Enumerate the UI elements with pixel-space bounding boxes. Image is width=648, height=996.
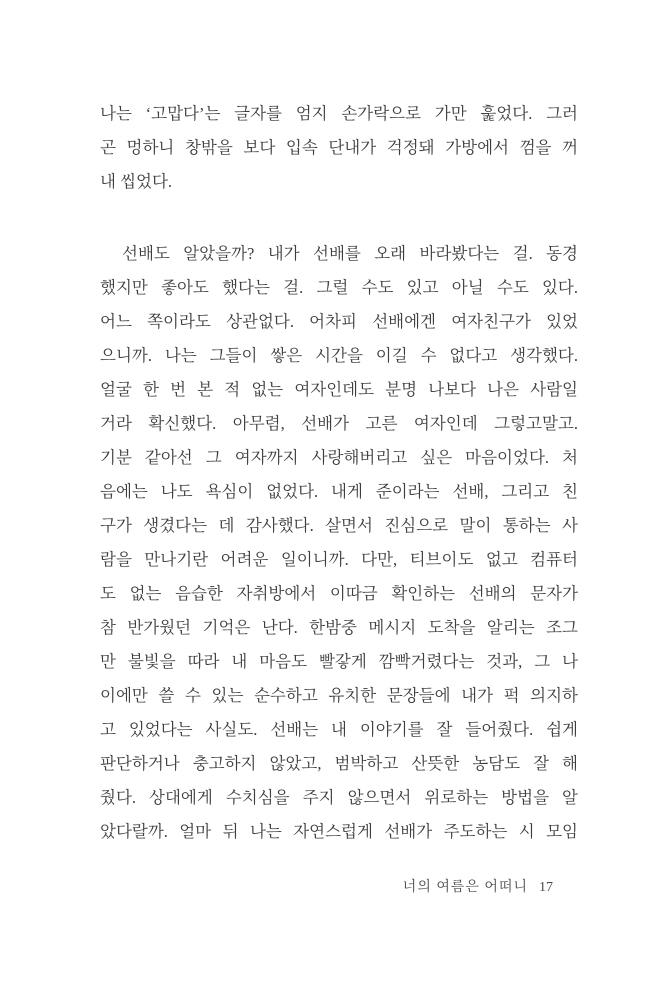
running-title: 너의 여름은 어떠니 (402, 880, 528, 895)
text-line: 했지만 좋아도 했다는 걸. 그럴 수도 있고 아닐 수도 있다. (100, 278, 578, 297)
text-line: 곤 멍하니 창밖을 보다 입속 단내가 걱정돼 가방에서 껌을 꺼 (100, 138, 578, 157)
paragraph (100, 97, 578, 199)
page-footer (403, 876, 553, 900)
text-line: 줬다. 상대에게 수치심을 주지 않으면서 위로하는 방법을 알 (100, 788, 578, 807)
text-line: 참 반가웠던 기억은 난다. 한밤중 메시지 도착을 알리는 조그 (100, 618, 578, 637)
text-line: 도 없는 음습한 자취방에서 이따금 확인하는 선배의 문자가 (100, 584, 578, 603)
text-line: 구가 생겼다는 데 감사했다. 살면서 진심으로 말이 통하는 사 (100, 516, 578, 535)
text-line: 고 있었다는 사실도. 선배는 내 이야기를 잘 들어줬다. 쉽게 (100, 720, 578, 739)
text-line: 거라 확신했다. 아무렴, 선배가 고른 여자인데 그렇고말고. (100, 414, 578, 433)
text-line: 기분 같아선 그 여자까지 사랑해버리고 싶은 마음이었다. 처 (100, 448, 578, 467)
text-line: 으니까. 나는 그들이 쌓은 시간을 이길 수 없다고 생각했다. (100, 346, 578, 365)
page-number: 17 (539, 880, 553, 895)
text-line: 나는 ‘고맙다’는 글자를 엄지 손가락으로 가만 훑었다. 그러 (100, 104, 578, 123)
text-line: 람을 만나기란 어려운 일이니까. 다만, 티브이도 없고 컴퓨터 (100, 550, 578, 569)
text-line: 내 씹었다. (100, 172, 173, 191)
text-line: 어느 쪽이라도 상관없다. 어차피 선배에겐 여자친구가 있었 (100, 312, 578, 331)
text-line: 음에는 나도 욕심이 없었다. 내게 준이라는 선배, 그리고 친 (100, 482, 578, 501)
text-line: 선배도 알았을까? 내가 선배를 오래 바라봤다는 걸. 동경 (122, 244, 578, 263)
text-line: 았다랄까. 얼마 뒤 나는 자연스럽게 선배가 주도하는 시 모임 (100, 822, 578, 841)
text-line: 이에만 쓸 수 있는 순수하고 유치한 문장들에 내가 퍽 의지하 (100, 686, 578, 705)
text-line: 얼굴 한 번 본 적 없는 여자인데도 분명 나보다 나은 사람일 (100, 380, 578, 399)
text-line: 판단하거나 충고하지 않았고, 범박하고 산뜻한 농담도 잘 해 (100, 754, 578, 773)
text-line: 만 불빛을 따라 내 마음도 빨갛게 깜빡거렸다는 것과, 그 나 (100, 652, 578, 671)
paragraph (100, 237, 578, 849)
text-block (100, 97, 578, 849)
